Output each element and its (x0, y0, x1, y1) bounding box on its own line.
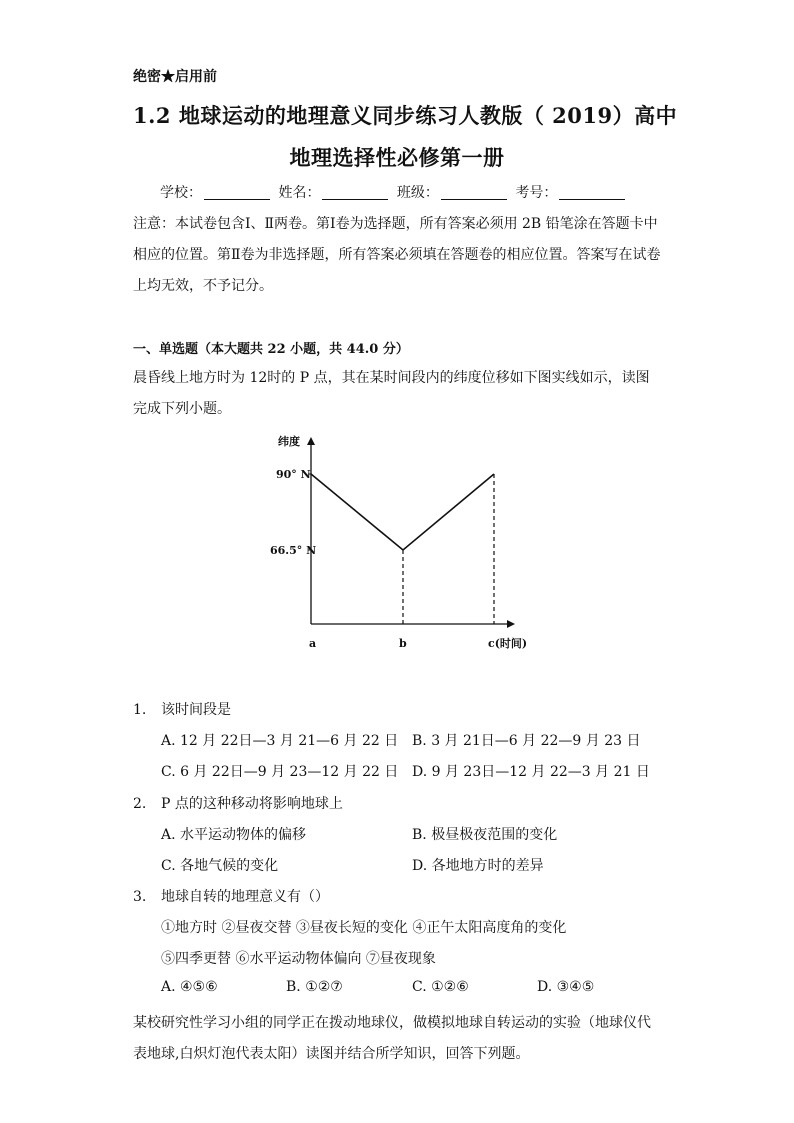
exam-number-label: 考号： (515, 185, 558, 201)
school-label: 学校： (160, 185, 202, 201)
option-c[interactable]: C. ①②⑥ (412, 979, 469, 995)
name-blank (322, 185, 388, 200)
notice-text: 注意：本试卷包含Ⅰ、Ⅱ两卷。第Ⅰ卷为选择题，所有答案必须用 2B 铅笔涂在答题卡中相应的位置。第Ⅱ卷为非选择题，所有答案必须填在答题卷的相应位置。答案写在试卷上均无效，不予记分。 (133, 216, 661, 294)
y-tick-66: 66.5° N (270, 544, 317, 557)
question-2 (133, 793, 343, 813)
option-a[interactable]: A. ④⑤⑥ (161, 979, 218, 995)
school-blank (204, 185, 270, 200)
option-b[interactable]: B. 3 月 21日—6 月 22—9 月 23 日 (412, 733, 641, 749)
question-3 (133, 886, 329, 906)
option-a[interactable]: A. 12 月 22日—3 月 21—6 月 22 日 (161, 733, 399, 749)
option-d[interactable]: D. 9 月 23日—12 月 22—3 月 21 日 (412, 764, 650, 780)
y-axis-arrow (307, 437, 315, 445)
name-label: 姓名： (278, 185, 321, 201)
section-title: 一、单选题（本大题共 22 小题，共 44.0 分） (133, 342, 409, 357)
exam-number-blank (559, 185, 625, 200)
student-info-row (160, 182, 629, 202)
question-3-statements-1: ①地方时 ②昼夜交替 ③昼夜长短的变化 ④正午太阳高度角的变化 (161, 920, 567, 936)
option-c[interactable]: C. 6 月 22日—9 月 23—12 月 22 日 (161, 764, 399, 780)
closing-text: 某校研究性学习小组的同学正在拨动地球仪，做模拟地球自转运动的实验（地球仪代表地球,白炽灯泡代表太阳）读图并结合所学知识，回答下列题。 (133, 1015, 651, 1062)
x-tick-b: b (399, 637, 407, 650)
class-blank (441, 185, 507, 200)
question-number: 3. (133, 889, 147, 905)
option-a[interactable]: A. 水平运动物体的偏移 (161, 827, 307, 843)
question-1 (133, 699, 231, 719)
x-tick-c: c(时间) (488, 637, 528, 650)
question-3-statements-2: ⑤四季更替 ⑥水平运动物体偏向 ⑦昼夜现象 (161, 951, 436, 967)
question-text: 该时间段是 (161, 702, 231, 718)
x-axis-arrow (507, 620, 515, 628)
secret-label: 绝密★启用前 (133, 69, 217, 85)
question-number: 2. (133, 796, 147, 812)
option-b[interactable]: B. 极昼极夜范围的变化 (412, 827, 558, 843)
series-line (311, 474, 494, 550)
option-c[interactable]: C. 各地气候的变化 (161, 858, 279, 874)
y-axis-label: 纬度 (278, 435, 300, 448)
option-b[interactable]: B. ①②⑦ (286, 979, 343, 995)
question-text: P 点的这种移动将影响地球上 (161, 796, 343, 812)
class-label: 班级： (396, 185, 439, 201)
latitude-chart (270, 425, 540, 655)
title-line-2: 地理选择性必修第一册 (289, 145, 505, 170)
question-number: 1. (133, 702, 147, 718)
y-tick-90: 90° N (276, 468, 311, 481)
title-line-1: 1.2 地球运动的地理意义同步练习人教版（ 2019）高中 (133, 103, 678, 128)
question-text: 地球自转的地理意义有（） (161, 889, 329, 905)
intro-text: 晨昏线上地方时为 12时的 P 点，其在某时间段内的纬度位移如下图实线如示，读图完成下列小题。 (133, 370, 650, 417)
option-d[interactable]: D. ③④⑤ (537, 979, 595, 995)
x-tick-a: a (309, 637, 317, 650)
option-d[interactable]: D. 各地地方时的差异 (412, 858, 544, 874)
